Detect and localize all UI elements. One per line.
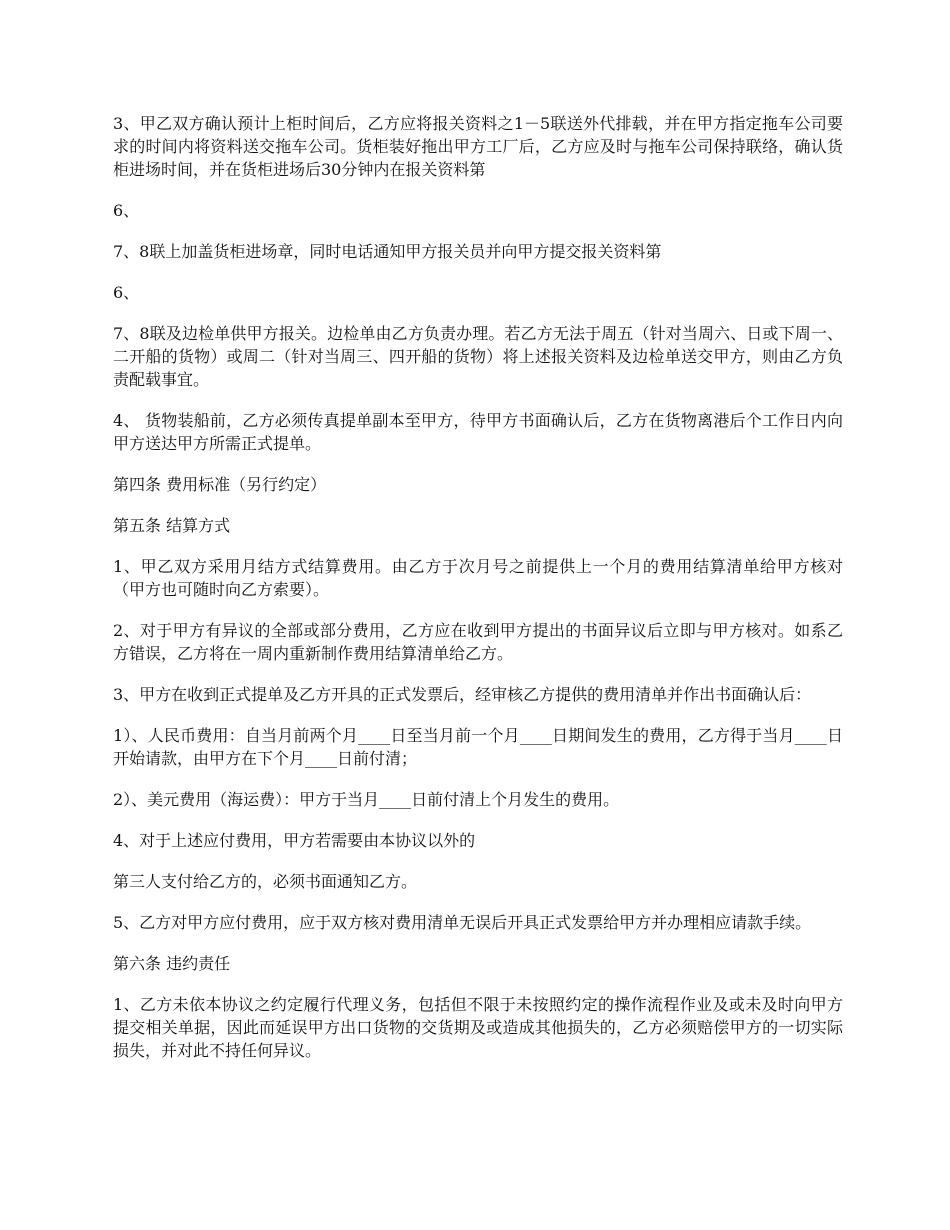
paragraph-usd-fees: 2）、美元费用（海运费）：甲方于当月____日前付清上个月发生的费用。: [113, 790, 620, 809]
paragraph-fragment: 6、: [113, 201, 140, 220]
document-body: [113, 112, 843, 1080]
paragraph-rmb-fees: 1）、人民币费用：自当月前两个月____日至当月前一个月____日期间发生的费用，乙方得于当月____日开始请款，由甲方在下个月____日前付清；: [113, 726, 843, 768]
paragraph-settlement-4: 4、对于上述应付费用，甲方若需要由本协议以外的: [113, 831, 476, 850]
paragraph-fragment: 7、8联上加盖货柜进场章，同时电话通知甲方报关员并向甲方提交报关资料第: [113, 242, 662, 261]
paragraph-settlement-5: 5、乙方对甲方应付费用，应于双方核对费用清单无误后开具正式发票给甲方并办理相应请款手续。: [113, 913, 812, 932]
paragraph-third-party: 第三人支付给乙方的，必须书面通知乙方。: [113, 872, 418, 891]
paragraph-settlement-1: 1、甲乙双方采用月结方式结算费用。由乙方于次月号之前提供上一个月的费用结算清单给甲方核对（甲方也可随时向乙方索要）。: [113, 557, 843, 599]
section-heading-article-4: 第四条 费用标准（另行约定）: [113, 475, 327, 494]
section-heading-article-5: 第五条 结算方式: [113, 516, 231, 535]
paragraph-fragment: 6、: [113, 283, 140, 302]
paragraph-border-inspection: 7、8联及边检单供甲方报关。边检单由乙方负责办理。若乙方无法于周五（针对当周六、日或下周一、二开船的货物）或周二（针对当周三、四开船的货物）将上述报关资料及边检单送交甲方，则由乙方负责配载事宜。: [113, 324, 843, 389]
paragraph-clause-4: 4、 货物装船前，乙方必须传真提单副本至甲方，待甲方书面确认后，乙方在货物离港后个工作日内向甲方送达甲方所需正式提单。: [113, 411, 843, 453]
paragraph-clause-3: 3、甲乙双方确认预计上柜时间后，乙方应将报关资料之1－5联送外代排载，并在甲方指定拖车公司要求的时间内将资料送交拖车公司。货柜装好拖出甲方工厂后，乙方应及时与拖车公司保持联络，确认货柜进场时间，并在货柜进场后30分钟内在报关资料第: [113, 114, 843, 179]
paragraph-liability-1: 1、乙方未依本协议之约定履行代理义务，包括但不限于未按照约定的操作流程作业及或未及时向甲方提交相关单据，因此而延误甲方出口货物的交货期及或造成其他损失的，乙方必须赔偿甲方的一切实际损失，并对此不持任何异议。: [113, 995, 843, 1060]
paragraph-settlement-3: 3、甲方在收到正式提单及乙方开具的正式发票后，经审核乙方提供的费用清单并作出书面确认后：: [113, 685, 812, 704]
paragraph-settlement-2: 2、对于甲方有异议的全部或部分费用，乙方应在收到甲方提出的书面异议后立即与甲方核对。如系乙方错误，乙方将在一周内重新制作费用结算清单给乙方。: [113, 621, 843, 663]
section-heading-article-6: 第六条 违约责任: [113, 954, 231, 973]
